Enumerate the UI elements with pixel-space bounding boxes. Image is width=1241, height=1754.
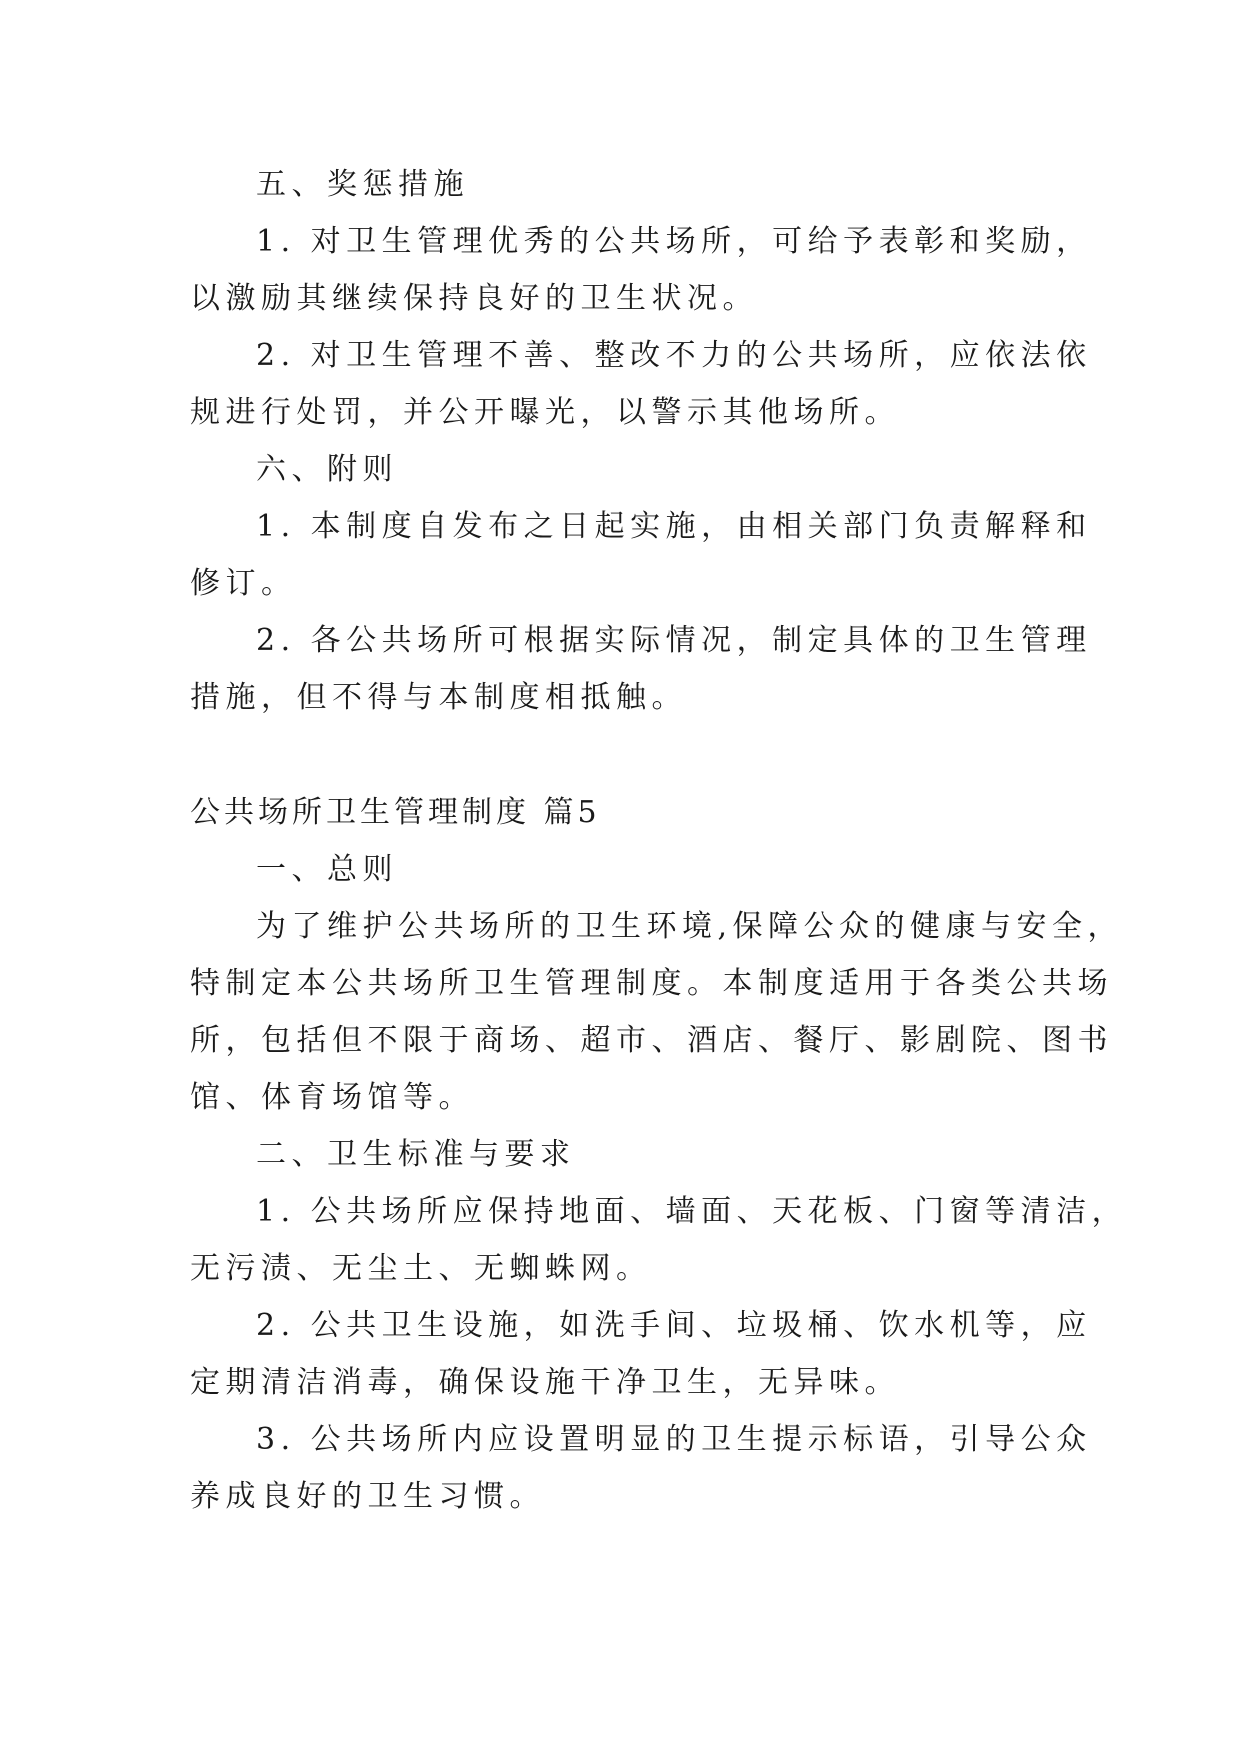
paragraph-line: 特制定本公共场所卫生管理制度。本制度适用于各类公共场 <box>190 966 1113 1001</box>
paragraph-line: 措施，但不得与本制度相抵触。 <box>190 680 687 715</box>
paragraph-line: 修订。 <box>190 566 297 601</box>
paragraph-line: 2. 对卫生管理不善、整改不力的公共场所，应依法依 <box>256 338 1092 373</box>
section-heading-general: 一、总则 <box>256 852 398 887</box>
paragraph-line: 2. 公共卫生设施，如洗手间、垃圾桶、饮水机等，应 <box>256 1308 1092 1343</box>
paragraph-line: 规进行处罚，并公开曝光，以警示其他场所。 <box>190 395 900 430</box>
section-heading-hygiene-standards: 二、卫生标准与要求 <box>256 1137 576 1172</box>
paragraph-line: 所，包括但不限于商场、超市、酒店、餐厅、影剧院、图书 <box>190 1023 1113 1058</box>
paragraph-line: 1. 本制度自发布之日起实施，由相关部门负责解释和 <box>256 509 1092 544</box>
section-heading-rewards-penalties: 五、奖惩措施 <box>256 167 469 202</box>
paragraph-line: 3. 公共场所内应设置明显的卫生提示标语，引导公众 <box>256 1422 1092 1457</box>
section-heading-supplementary: 六、附则 <box>256 452 398 487</box>
paragraph-line: 养成良好的卫生习惯。 <box>190 1479 545 1514</box>
paragraph-line: 2. 各公共场所可根据实际情况，制定具体的卫生管理 <box>256 623 1092 658</box>
paragraph-line: 无污渍、无尘土、无蜘蛛网。 <box>190 1251 652 1286</box>
paragraph-line: 1. 对卫生管理优秀的公共场所，可给予表彰和奖励， <box>256 224 1092 259</box>
paragraph-line: 定期清洁消毒，确保设施干净卫生，无异味。 <box>190 1365 900 1400</box>
paragraph-line: 以激励其继续保持良好的卫生状况。 <box>190 281 758 316</box>
paragraph-line: 1. 公共场所应保持地面、墙面、天花板、门窗等清洁， <box>256 1194 1128 1229</box>
article-title: 公共场所卫生管理制度 篇5 <box>190 795 601 830</box>
paragraph-line: 为了维护公共场所的卫生环境,保障公众的健康与安全， <box>256 909 1124 944</box>
paragraph-line: 馆、体育场馆等。 <box>190 1080 474 1115</box>
